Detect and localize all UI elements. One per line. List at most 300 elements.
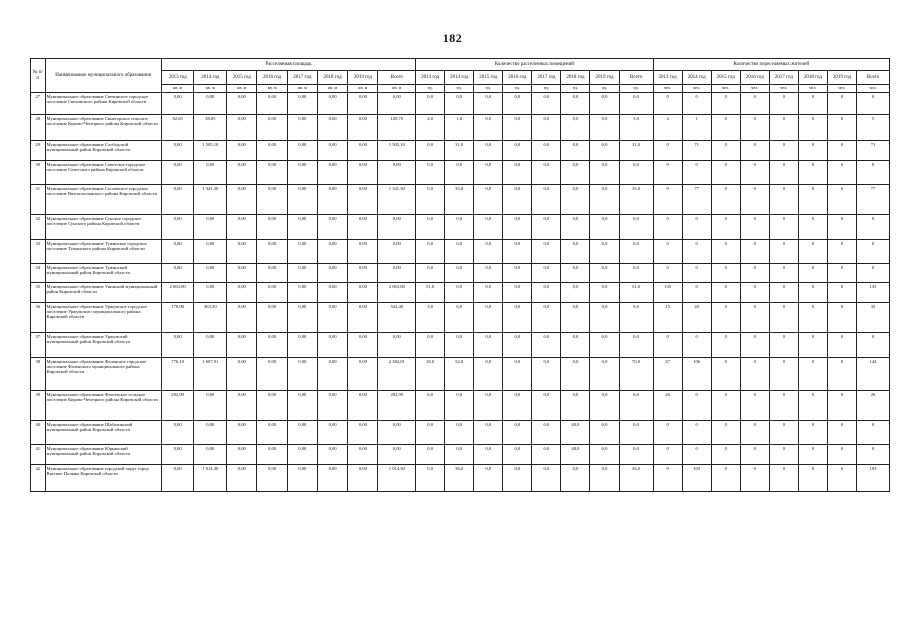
units-value: 0,0 — [445, 240, 474, 264]
units-value: 0,0 — [445, 445, 474, 465]
header-total: Всего — [378, 71, 416, 85]
row-number: 41 — [31, 445, 46, 465]
units-value: 0,0 — [416, 264, 445, 283]
area-value: 0,00 — [227, 141, 257, 161]
header-total: Всего — [857, 71, 890, 85]
table-row — [31, 465, 890, 492]
units-value: 0,0 — [416, 161, 445, 185]
row-number: 33 — [31, 240, 46, 264]
area-value: 0,00 — [227, 303, 257, 333]
area-value: 0,00 — [378, 445, 416, 465]
people-value: 0 — [827, 141, 856, 161]
units-value: 0,0 — [416, 333, 445, 358]
people-value: 0 — [798, 465, 827, 492]
units-value: 0,0 — [416, 445, 445, 465]
units-value: 0,0 — [503, 358, 532, 391]
header-year: 2016 год — [503, 71, 532, 85]
area-value: 0,00 — [161, 215, 194, 240]
people-value: 0 — [711, 391, 740, 421]
people-value: 0 — [653, 421, 682, 445]
area-value: 776,10 — [161, 358, 194, 391]
people-value: 0 — [769, 303, 798, 333]
people-value: 0 — [740, 215, 769, 240]
people-value: 0 — [827, 391, 856, 421]
table-row — [31, 333, 890, 358]
people-value: 144 — [857, 358, 890, 391]
people-value: 0 — [769, 391, 798, 421]
area-value: 282,99 — [161, 391, 194, 421]
municipality-name: Муниципальное образование Тужинское городское поселение Тужинского района Кировской области — [45, 240, 161, 264]
units-value: 0,0 — [561, 215, 590, 240]
units-value: 0,0 — [619, 215, 653, 240]
area-value: 0,00 — [194, 283, 227, 303]
area-value: 0,00 — [317, 465, 347, 492]
units-value: 0,0 — [503, 185, 532, 215]
area-value: 0,00 — [257, 240, 287, 264]
people-value: 0 — [857, 333, 890, 358]
area-value: 0,00 — [378, 421, 416, 445]
header-year: 2017 год — [532, 71, 561, 85]
area-value: 0,00 — [161, 264, 194, 283]
people-value: 0 — [827, 421, 856, 445]
people-value: 35 — [857, 303, 890, 333]
header-name: Наименование муниципального образования — [45, 59, 161, 93]
people-value: 0 — [857, 240, 890, 264]
area-value: 0,00 — [287, 333, 317, 358]
area-value: 0,00 — [348, 141, 378, 161]
area-value: 0,00 — [348, 185, 378, 215]
area-value: 0,00 — [348, 465, 378, 492]
units-value: 0,0 — [619, 421, 653, 445]
people-value: 0 — [682, 93, 711, 115]
units-value: 0,0 — [532, 465, 561, 492]
people-value: 77 — [682, 185, 711, 215]
area-value: 0,00 — [194, 215, 227, 240]
row-number: 28 — [31, 115, 46, 141]
units-value: 3,0 — [416, 303, 445, 333]
area-value: 0,00 — [257, 421, 287, 445]
people-value: 0 — [857, 161, 890, 185]
area-value: 0,00 — [257, 161, 287, 185]
units-value: 0,0 — [474, 185, 503, 215]
area-value: 0,00 — [317, 240, 347, 264]
row-number: 34 — [31, 264, 46, 283]
people-value: 5 — [857, 115, 890, 141]
people-value: 0 — [711, 115, 740, 141]
people-value: 0 — [653, 445, 682, 465]
table-row — [31, 445, 890, 465]
header-year: 2017 год — [769, 71, 798, 85]
area-value: 0,00 — [317, 215, 347, 240]
people-value: 0 — [740, 303, 769, 333]
units-value: 6,0 — [416, 391, 445, 421]
area-value: 0,00 — [378, 333, 416, 358]
table-row — [31, 358, 890, 391]
area-value: 0,00 — [227, 333, 257, 358]
area-value: 0,00 — [161, 240, 194, 264]
area-value: 0,00 — [257, 115, 287, 141]
units-value: 0,0 — [503, 303, 532, 333]
area-value: 0,00 — [348, 333, 378, 358]
people-value: 0 — [798, 358, 827, 391]
units-value: 2,0 — [416, 115, 445, 141]
units-value: 0,0 — [619, 264, 653, 283]
header-unit: ед. — [474, 85, 503, 93]
area-value: 0,00 — [378, 93, 416, 115]
header-year: 2019 год — [590, 71, 619, 85]
units-value: 0,0 — [445, 283, 474, 303]
units-value: 0,0 — [503, 115, 532, 141]
area-value: 282,99 — [378, 391, 416, 421]
area-value: 0,00 — [317, 303, 347, 333]
area-value: 0,00 — [348, 215, 378, 240]
people-value: 0 — [827, 283, 856, 303]
units-value: 0,0 — [532, 185, 561, 215]
people-value: 0 — [827, 93, 856, 115]
area-value: 0,00 — [227, 93, 257, 115]
people-value: 0 — [798, 303, 827, 333]
units-value: 0,0 — [619, 161, 653, 185]
people-value: 4 — [653, 115, 682, 141]
people-value: 0 — [711, 240, 740, 264]
people-value: 0 — [740, 445, 769, 465]
units-value: 0,0 — [416, 421, 445, 445]
people-value: 135 — [857, 283, 890, 303]
municipality-name: Муниципальное образование городской округ город Вятские Поляны Кировской области — [45, 465, 161, 492]
units-value: 0,0 — [503, 391, 532, 421]
area-value: 0,00 — [161, 141, 194, 161]
units-value: 48,0 — [561, 445, 590, 465]
area-value: 0,00 — [287, 161, 317, 185]
units-value: 0,0 — [503, 161, 532, 185]
area-value: 0,00 — [257, 264, 287, 283]
people-value: 106 — [682, 358, 711, 391]
header-year: 2014 год — [682, 71, 711, 85]
people-value: 0 — [711, 215, 740, 240]
units-value: 0,0 — [474, 264, 503, 283]
area-value: 0,00 — [257, 333, 287, 358]
area-value: 0,00 — [348, 421, 378, 445]
units-value: 0,0 — [590, 358, 619, 391]
area-value: 0,00 — [161, 445, 194, 465]
area-value: 0,00 — [161, 421, 194, 445]
people-value: 0 — [740, 240, 769, 264]
area-value: 2 063,00 — [161, 283, 194, 303]
people-value: 0 — [827, 240, 856, 264]
units-value: 0,0 — [561, 303, 590, 333]
people-value: 0 — [711, 445, 740, 465]
area-value: 0,00 — [317, 161, 347, 185]
people-value: 0 — [653, 141, 682, 161]
units-value: 0,0 — [532, 445, 561, 465]
units-value: 3,0 — [619, 115, 653, 141]
people-value: 0 — [769, 445, 798, 465]
header-group-people: Количество переселяемых жителей — [653, 59, 889, 71]
people-value: 26 — [857, 391, 890, 421]
units-value: 0,0 — [561, 141, 590, 161]
people-value: 0 — [769, 240, 798, 264]
people-value: 0 — [827, 264, 856, 283]
people-value: 0 — [711, 264, 740, 283]
area-value: 0,00 — [194, 93, 227, 115]
people-value: 0 — [827, 445, 856, 465]
units-value: 0,0 — [474, 240, 503, 264]
people-value: 0 — [711, 303, 740, 333]
people-value: 0 — [798, 333, 827, 358]
table-header — [31, 59, 890, 93]
people-value: 0 — [682, 215, 711, 240]
units-value: 0,0 — [532, 215, 561, 240]
header-unit: чел. — [740, 85, 769, 93]
header-num: № п/п — [31, 59, 46, 93]
people-value: 0 — [740, 264, 769, 283]
area-value: 0,00 — [194, 333, 227, 358]
area-value: 0,00 — [227, 185, 257, 215]
units-value: 0,0 — [561, 358, 590, 391]
units-value: 0,0 — [561, 333, 590, 358]
units-value: 0,0 — [532, 358, 561, 391]
area-value: 0,00 — [194, 240, 227, 264]
units-value: 18,0 — [416, 358, 445, 391]
row-number: 36 — [31, 303, 46, 333]
area-value: 0,00 — [378, 215, 416, 240]
units-value: 0,0 — [590, 333, 619, 358]
people-value: 0 — [653, 465, 682, 492]
area-value: 1 014,30 — [378, 465, 416, 492]
units-value: 0,0 — [474, 358, 503, 391]
area-value: 0,00 — [227, 445, 257, 465]
units-value: 0,0 — [590, 115, 619, 141]
people-value: 26 — [653, 391, 682, 421]
units-value: 0,0 — [619, 93, 653, 115]
area-value: 1 341,30 — [378, 185, 416, 215]
people-value: 15 — [653, 303, 682, 333]
header-year: 2015 год — [474, 71, 503, 85]
units-value: 0,0 — [561, 240, 590, 264]
people-value: 71 — [857, 141, 890, 161]
units-value: 40,0 — [561, 421, 590, 445]
units-value: 0,0 — [445, 391, 474, 421]
header-unit: ед. — [532, 85, 561, 93]
row-number: 29 — [31, 141, 46, 161]
area-value: 0,00 — [348, 240, 378, 264]
people-value: 0 — [769, 115, 798, 141]
header-year: 2013 год — [416, 71, 445, 85]
people-value: 0 — [682, 240, 711, 264]
area-value: 0,00 — [287, 93, 317, 115]
people-value: 0 — [653, 161, 682, 185]
units-value: 0,0 — [532, 333, 561, 358]
units-value: 0,0 — [590, 161, 619, 185]
header-unit: чел. — [827, 85, 856, 93]
people-value: 0 — [769, 215, 798, 240]
area-value: 120,70 — [378, 115, 416, 141]
area-value: 0,00 — [317, 115, 347, 141]
people-value: 0 — [711, 185, 740, 215]
header-unit: чел. — [798, 85, 827, 93]
area-value: 0,00 — [257, 303, 287, 333]
area-value: 0,00 — [348, 358, 378, 391]
header-group-area: Расселяемая площадь — [161, 59, 415, 71]
area-value: 0,00 — [348, 264, 378, 283]
area-value: 0,00 — [378, 240, 416, 264]
area-value: 0,00 — [227, 283, 257, 303]
units-value: 0,0 — [561, 465, 590, 492]
units-value: 52,0 — [445, 358, 474, 391]
area-value: 1 505,10 — [378, 141, 416, 161]
people-value: 71 — [682, 141, 711, 161]
area-value: 1 014,30 — [194, 465, 227, 492]
area-value: 0,00 — [227, 240, 257, 264]
area-value: 0,00 — [287, 283, 317, 303]
area-value: 0,00 — [287, 445, 317, 465]
area-value: 0,00 — [317, 421, 347, 445]
area-value: 0,00 — [317, 264, 347, 283]
people-value: 0 — [857, 215, 890, 240]
people-value: 0 — [798, 283, 827, 303]
people-value: 0 — [827, 465, 856, 492]
units-value: 35,0 — [445, 185, 474, 215]
municipality-name: Муниципальное образование Свечинское городское поселение Свечинского района Кировской области — [45, 93, 161, 115]
area-value: 0,00 — [348, 303, 378, 333]
units-value: 0,0 — [532, 240, 561, 264]
area-value: 1 505,10 — [194, 141, 227, 161]
area-value: 0,00 — [227, 115, 257, 141]
area-value: 0,00 — [161, 93, 194, 115]
municipality-name: Муниципальное образование Фаленское городское поселение Фаленского муниципального района Кировской области — [45, 358, 161, 391]
people-value: 135 — [653, 283, 682, 303]
people-value: 0 — [798, 240, 827, 264]
area-value: 0,00 — [287, 303, 317, 333]
area-value: 0,00 — [194, 391, 227, 421]
area-value: 0,00 — [194, 445, 227, 465]
people-value: 0 — [711, 93, 740, 115]
people-value: 0 — [798, 421, 827, 445]
area-value: 0,00 — [227, 264, 257, 283]
area-value: 0,00 — [348, 115, 378, 141]
people-value: 0 — [769, 465, 798, 492]
area-value: 0,00 — [257, 141, 287, 161]
people-value: 0 — [798, 185, 827, 215]
table-row — [31, 283, 890, 303]
units-value: 0,0 — [561, 115, 590, 141]
area-value: 0,00 — [194, 264, 227, 283]
area-value: 0,00 — [287, 421, 317, 445]
people-value: 0 — [653, 333, 682, 358]
area-value: 0,00 — [257, 93, 287, 115]
people-value: 0 — [740, 333, 769, 358]
page-number: 182 — [442, 31, 463, 45]
people-value: 0 — [827, 215, 856, 240]
table-row — [31, 264, 890, 283]
units-value: 0,0 — [532, 141, 561, 161]
people-value: 0 — [769, 141, 798, 161]
row-number: 40 — [31, 421, 46, 445]
area-value: 0,00 — [317, 391, 347, 421]
people-value: 77 — [857, 185, 890, 215]
units-value: 0,0 — [532, 115, 561, 141]
units-value: 0,0 — [416, 240, 445, 264]
units-value: 0,0 — [561, 391, 590, 421]
row-number: 27 — [31, 93, 46, 115]
area-value: 0,00 — [287, 185, 317, 215]
table-row — [31, 215, 890, 240]
units-value: 0,0 — [532, 93, 561, 115]
area-value: 0,00 — [317, 333, 347, 358]
people-value: 0 — [740, 391, 769, 421]
row-number: 37 — [31, 333, 46, 358]
people-value: 0 — [769, 93, 798, 115]
people-value: 0 — [798, 264, 827, 283]
units-value: 0,0 — [445, 333, 474, 358]
header-year: 2016 год — [257, 71, 287, 85]
units-value: 0,0 — [532, 391, 561, 421]
units-value: 51,0 — [619, 283, 653, 303]
people-value: 0 — [653, 215, 682, 240]
people-value: 0 — [740, 465, 769, 492]
people-value: 103 — [682, 465, 711, 492]
people-value: 0 — [740, 421, 769, 445]
header-unit: кв. м — [348, 85, 378, 93]
header-unit: кв. м — [161, 85, 194, 93]
units-value: 0,0 — [474, 391, 503, 421]
units-value: 0,0 — [503, 264, 532, 283]
people-value: 0 — [682, 445, 711, 465]
units-value: 0,0 — [590, 303, 619, 333]
area-value: 0,00 — [287, 240, 317, 264]
header-unit: ед. — [619, 85, 653, 93]
area-value: 38,05 — [194, 115, 227, 141]
area-value: 0,00 — [287, 264, 317, 283]
header-year: 2019 год — [348, 71, 378, 85]
area-value: 0,00 — [378, 161, 416, 185]
units-value: 0,0 — [416, 215, 445, 240]
units-value: 0,0 — [445, 215, 474, 240]
units-value: 0,0 — [474, 333, 503, 358]
header-unit: ед. — [445, 85, 474, 93]
units-value: 0,0 — [590, 93, 619, 115]
people-value: 0 — [798, 161, 827, 185]
header-year: 2013 год — [653, 71, 682, 85]
table-row — [31, 93, 890, 115]
units-value: 0,0 — [619, 240, 653, 264]
header-year: 2018 год — [561, 71, 590, 85]
area-value: 0,00 — [348, 391, 378, 421]
people-value: 0 — [653, 264, 682, 283]
people-value: 0 — [769, 264, 798, 283]
people-value: 0 — [711, 141, 740, 161]
units-value: 0,0 — [474, 283, 503, 303]
units-value: 0,0 — [590, 240, 619, 264]
header-unit: ед. — [416, 85, 445, 93]
area-value: 0,00 — [227, 421, 257, 445]
units-value: 0,0 — [532, 421, 561, 445]
people-value: 0 — [769, 185, 798, 215]
units-value: 0,0 — [590, 264, 619, 283]
units-value: 0,0 — [532, 161, 561, 185]
people-value: 0 — [769, 283, 798, 303]
people-value: 0 — [653, 240, 682, 264]
units-value: 0,0 — [474, 215, 503, 240]
units-value: 0,0 — [503, 283, 532, 303]
units-value: 0,0 — [416, 465, 445, 492]
header-year: 2018 год — [798, 71, 827, 85]
row-number: 38 — [31, 358, 46, 391]
resettlement-table — [30, 58, 890, 492]
area-value: 0,00 — [257, 215, 287, 240]
table-row — [31, 185, 890, 215]
row-number: 30 — [31, 161, 46, 185]
